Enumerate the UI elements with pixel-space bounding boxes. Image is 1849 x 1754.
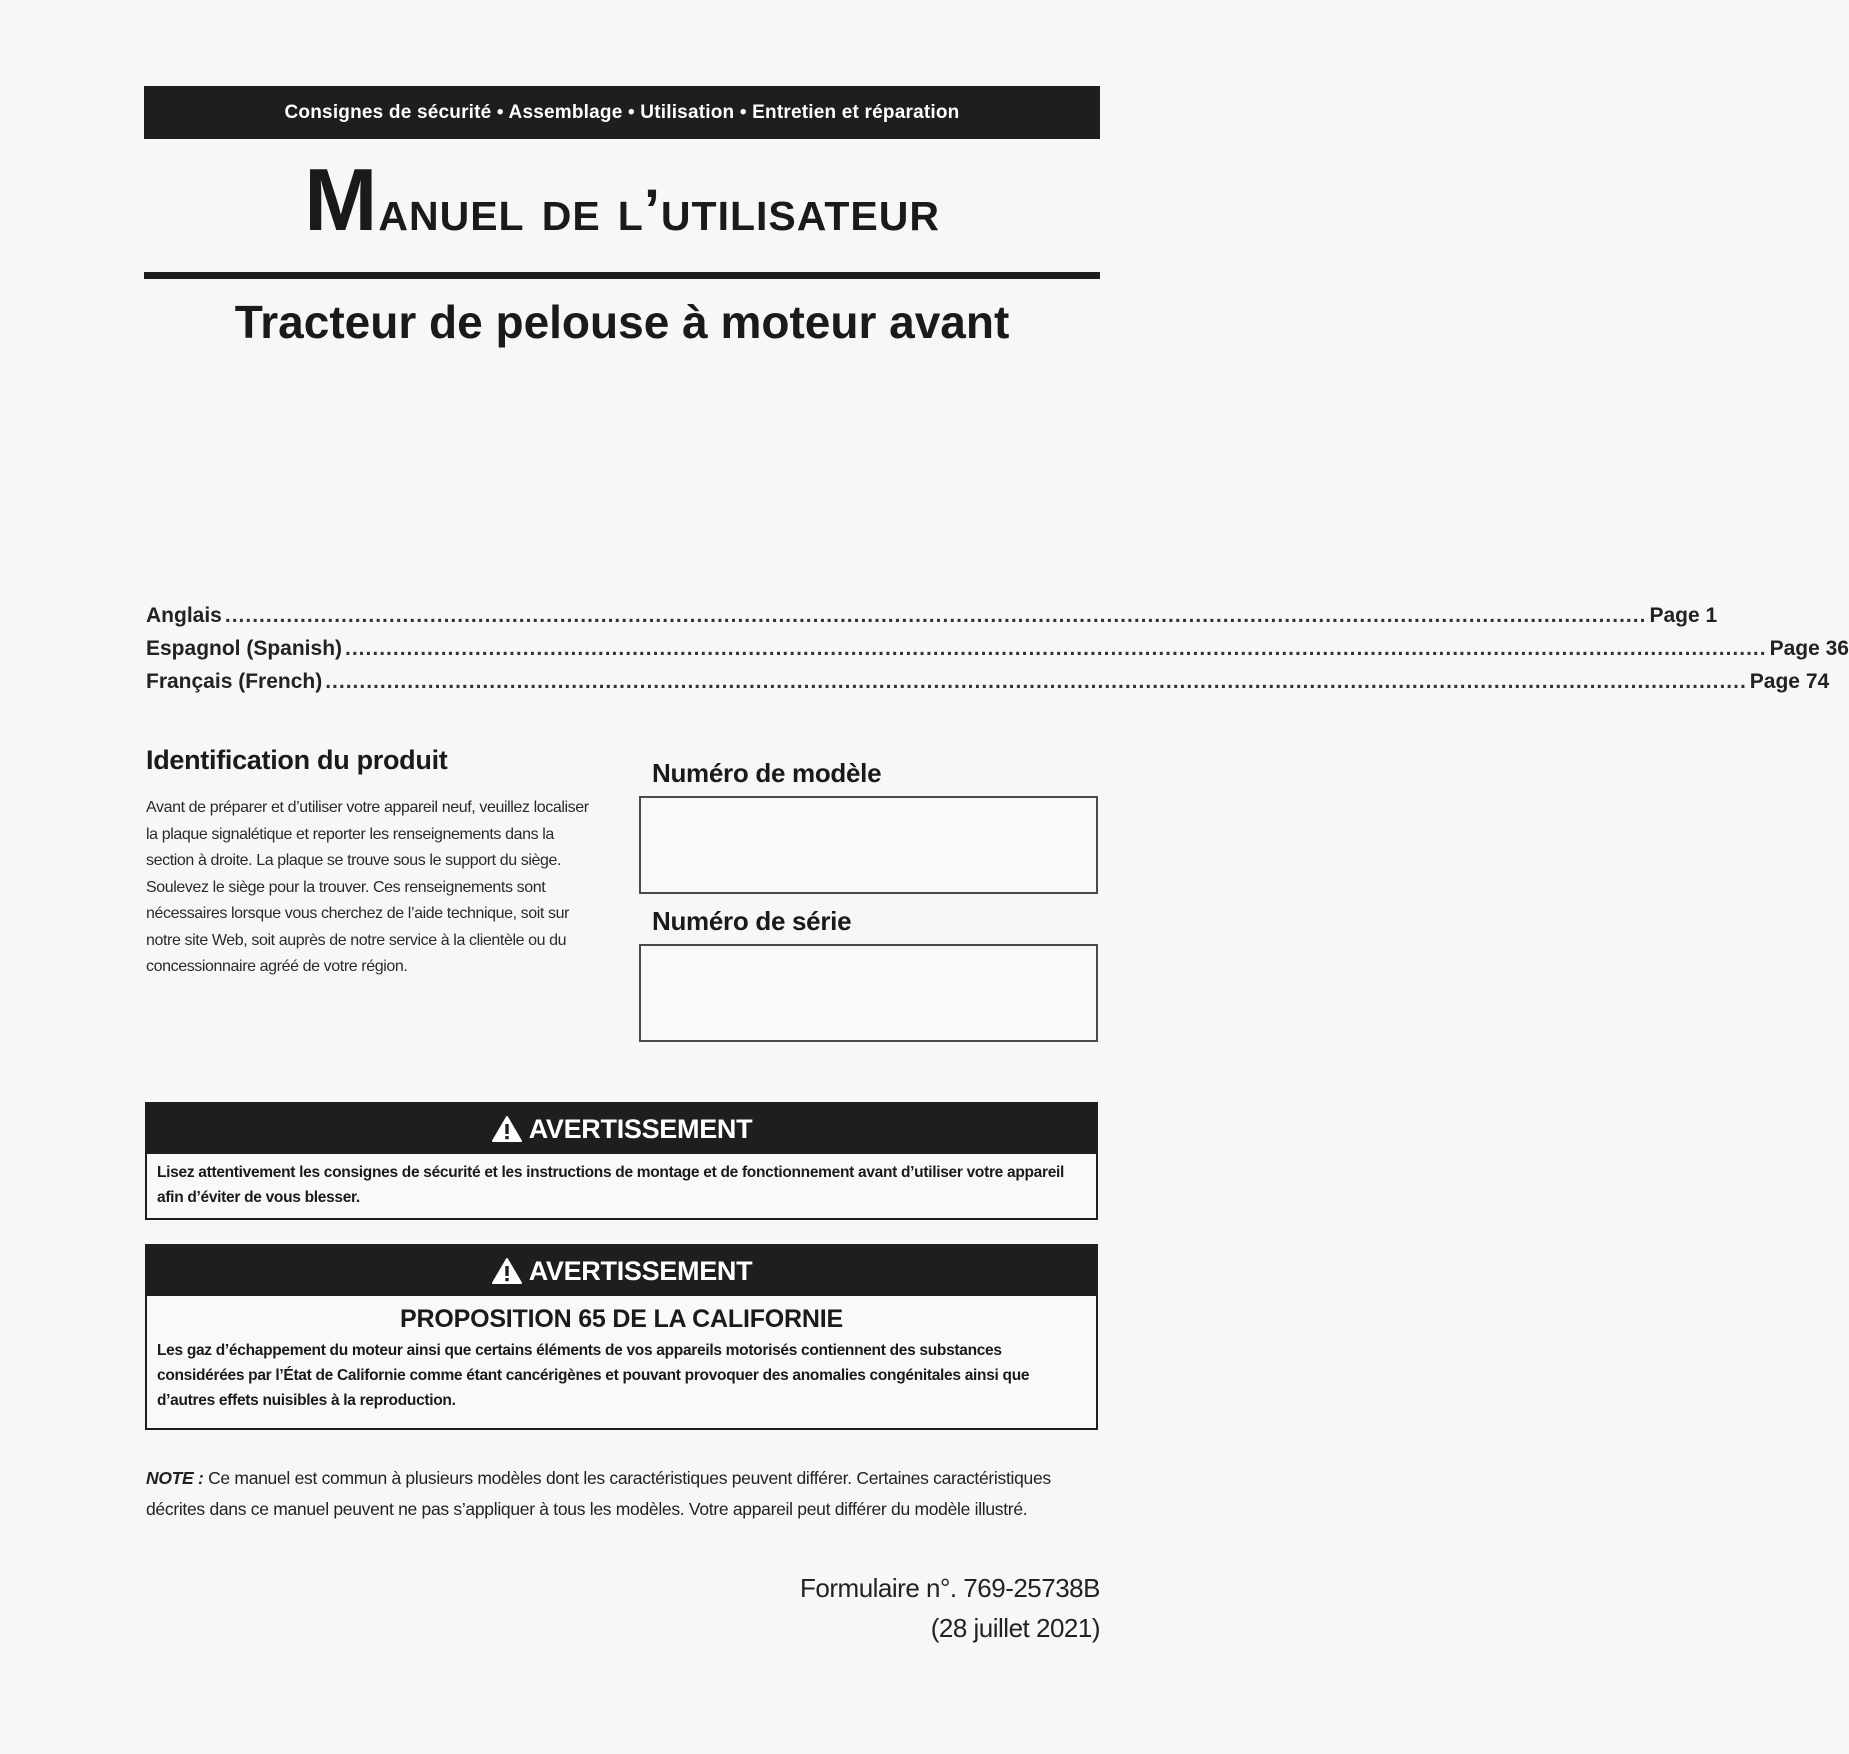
warning-triangle-icon bbox=[491, 1115, 523, 1143]
serial-number-field[interactable] bbox=[639, 944, 1098, 1042]
toc-label: Français (French) bbox=[146, 670, 323, 693]
page-title bbox=[144, 150, 1100, 250]
serial-number-label: Numéro de série bbox=[652, 906, 852, 936]
page-subtitle: Tracteur de pelouse à moteur avant bbox=[234, 296, 1010, 348]
model-number-field[interactable] bbox=[639, 796, 1098, 894]
warning-title: AVERTISSEMENT bbox=[528, 1255, 753, 1286]
warning-triangle-icon bbox=[491, 1257, 523, 1285]
toc-row bbox=[146, 670, 1830, 703]
toc-leader: ................................................................................................................................................................................................................ bbox=[345, 637, 1767, 660]
header-bar-text: Consignes de sécurité • Assemblage • Utilisation • Entretien et réparation bbox=[284, 101, 960, 123]
warning-subtitle: PROPOSITION 65 DE LA CALIFORNIE bbox=[400, 1305, 843, 1333]
product-identification-text: Avant de préparer et d’utiliser votre appareil neuf, veuillez localiser la plaque signalétique et reporter les renseignements dans la section à droite. La plaque se trouve sous le support du siège. Soulevez le siège pour la trouver. Ces renseignements sont nécessaires lorsque vous cherchez de l’aide technique, soit sur notre site Web, soit auprès de notre service à la clientèle ou du concessionnaire agréé de votre région. bbox=[146, 799, 589, 975]
warning-text: Les gaz d’échappement du moteur ainsi que certains éléments de vos appareils motorisés contiennent des substances considérées par l’État de Californie comme étant cancérigènes et pouvant provoquer des anomalies congénitales ainsi que d’autres effets nuisibles à la reproduction. bbox=[157, 1342, 1030, 1409]
toc-row bbox=[146, 604, 1718, 637]
model-number-label: Numéro de modèle bbox=[652, 758, 882, 788]
language-index bbox=[146, 604, 1849, 703]
toc-leader: ................................................................................................................................................................................................................ bbox=[224, 604, 1647, 627]
note-paragraph bbox=[146, 1463, 1096, 1525]
form-date: (28 juillet 2021) bbox=[930, 1613, 1100, 1643]
header-bar bbox=[144, 86, 1100, 139]
toc-label: Espagnol (Spanish) bbox=[146, 637, 343, 660]
title-divider bbox=[144, 272, 1100, 279]
form-number: Formulaire n°. 769-25738B bbox=[800, 1573, 1100, 1603]
toc-page: Page 36 bbox=[1769, 637, 1849, 660]
page-title-rest: anuel de l’utilisateur bbox=[378, 178, 940, 243]
toc-leader: ................................................................................................................................................................................................................ bbox=[325, 670, 1747, 693]
warning-header bbox=[147, 1104, 1096, 1154]
toc-page: Page 74 bbox=[1749, 670, 1830, 693]
product-identification-heading: Identification du produit bbox=[146, 745, 448, 775]
page-title-initial: M bbox=[304, 150, 379, 249]
warning-box-prop65 bbox=[145, 1244, 1098, 1430]
warning-title: AVERTISSEMENT bbox=[528, 1113, 753, 1144]
warning-text: Lisez attentivement les consignes de sécurité et les instructions de montage et de fonctionnement avant d’utiliser votre appareil afin d’éviter de vous blesser. bbox=[157, 1164, 1065, 1206]
warning-header bbox=[147, 1246, 1096, 1296]
toc-row bbox=[146, 637, 1849, 670]
note-label: NOTE : bbox=[146, 1468, 204, 1488]
toc-label: Anglais bbox=[146, 604, 222, 627]
note-text: Ce manuel est commun à plusieurs modèles dont les caractéristiques peuvent différer. Certaines caractéristiques décrites dans ce manuel peuvent ne pas s’appliquer à tous les modèles. Votre appareil peut différer du modèle illustré. bbox=[146, 1468, 1051, 1519]
form-number-block bbox=[800, 1568, 1100, 1648]
toc-page: Page 1 bbox=[1649, 604, 1718, 627]
warning-box-safety bbox=[145, 1102, 1098, 1220]
